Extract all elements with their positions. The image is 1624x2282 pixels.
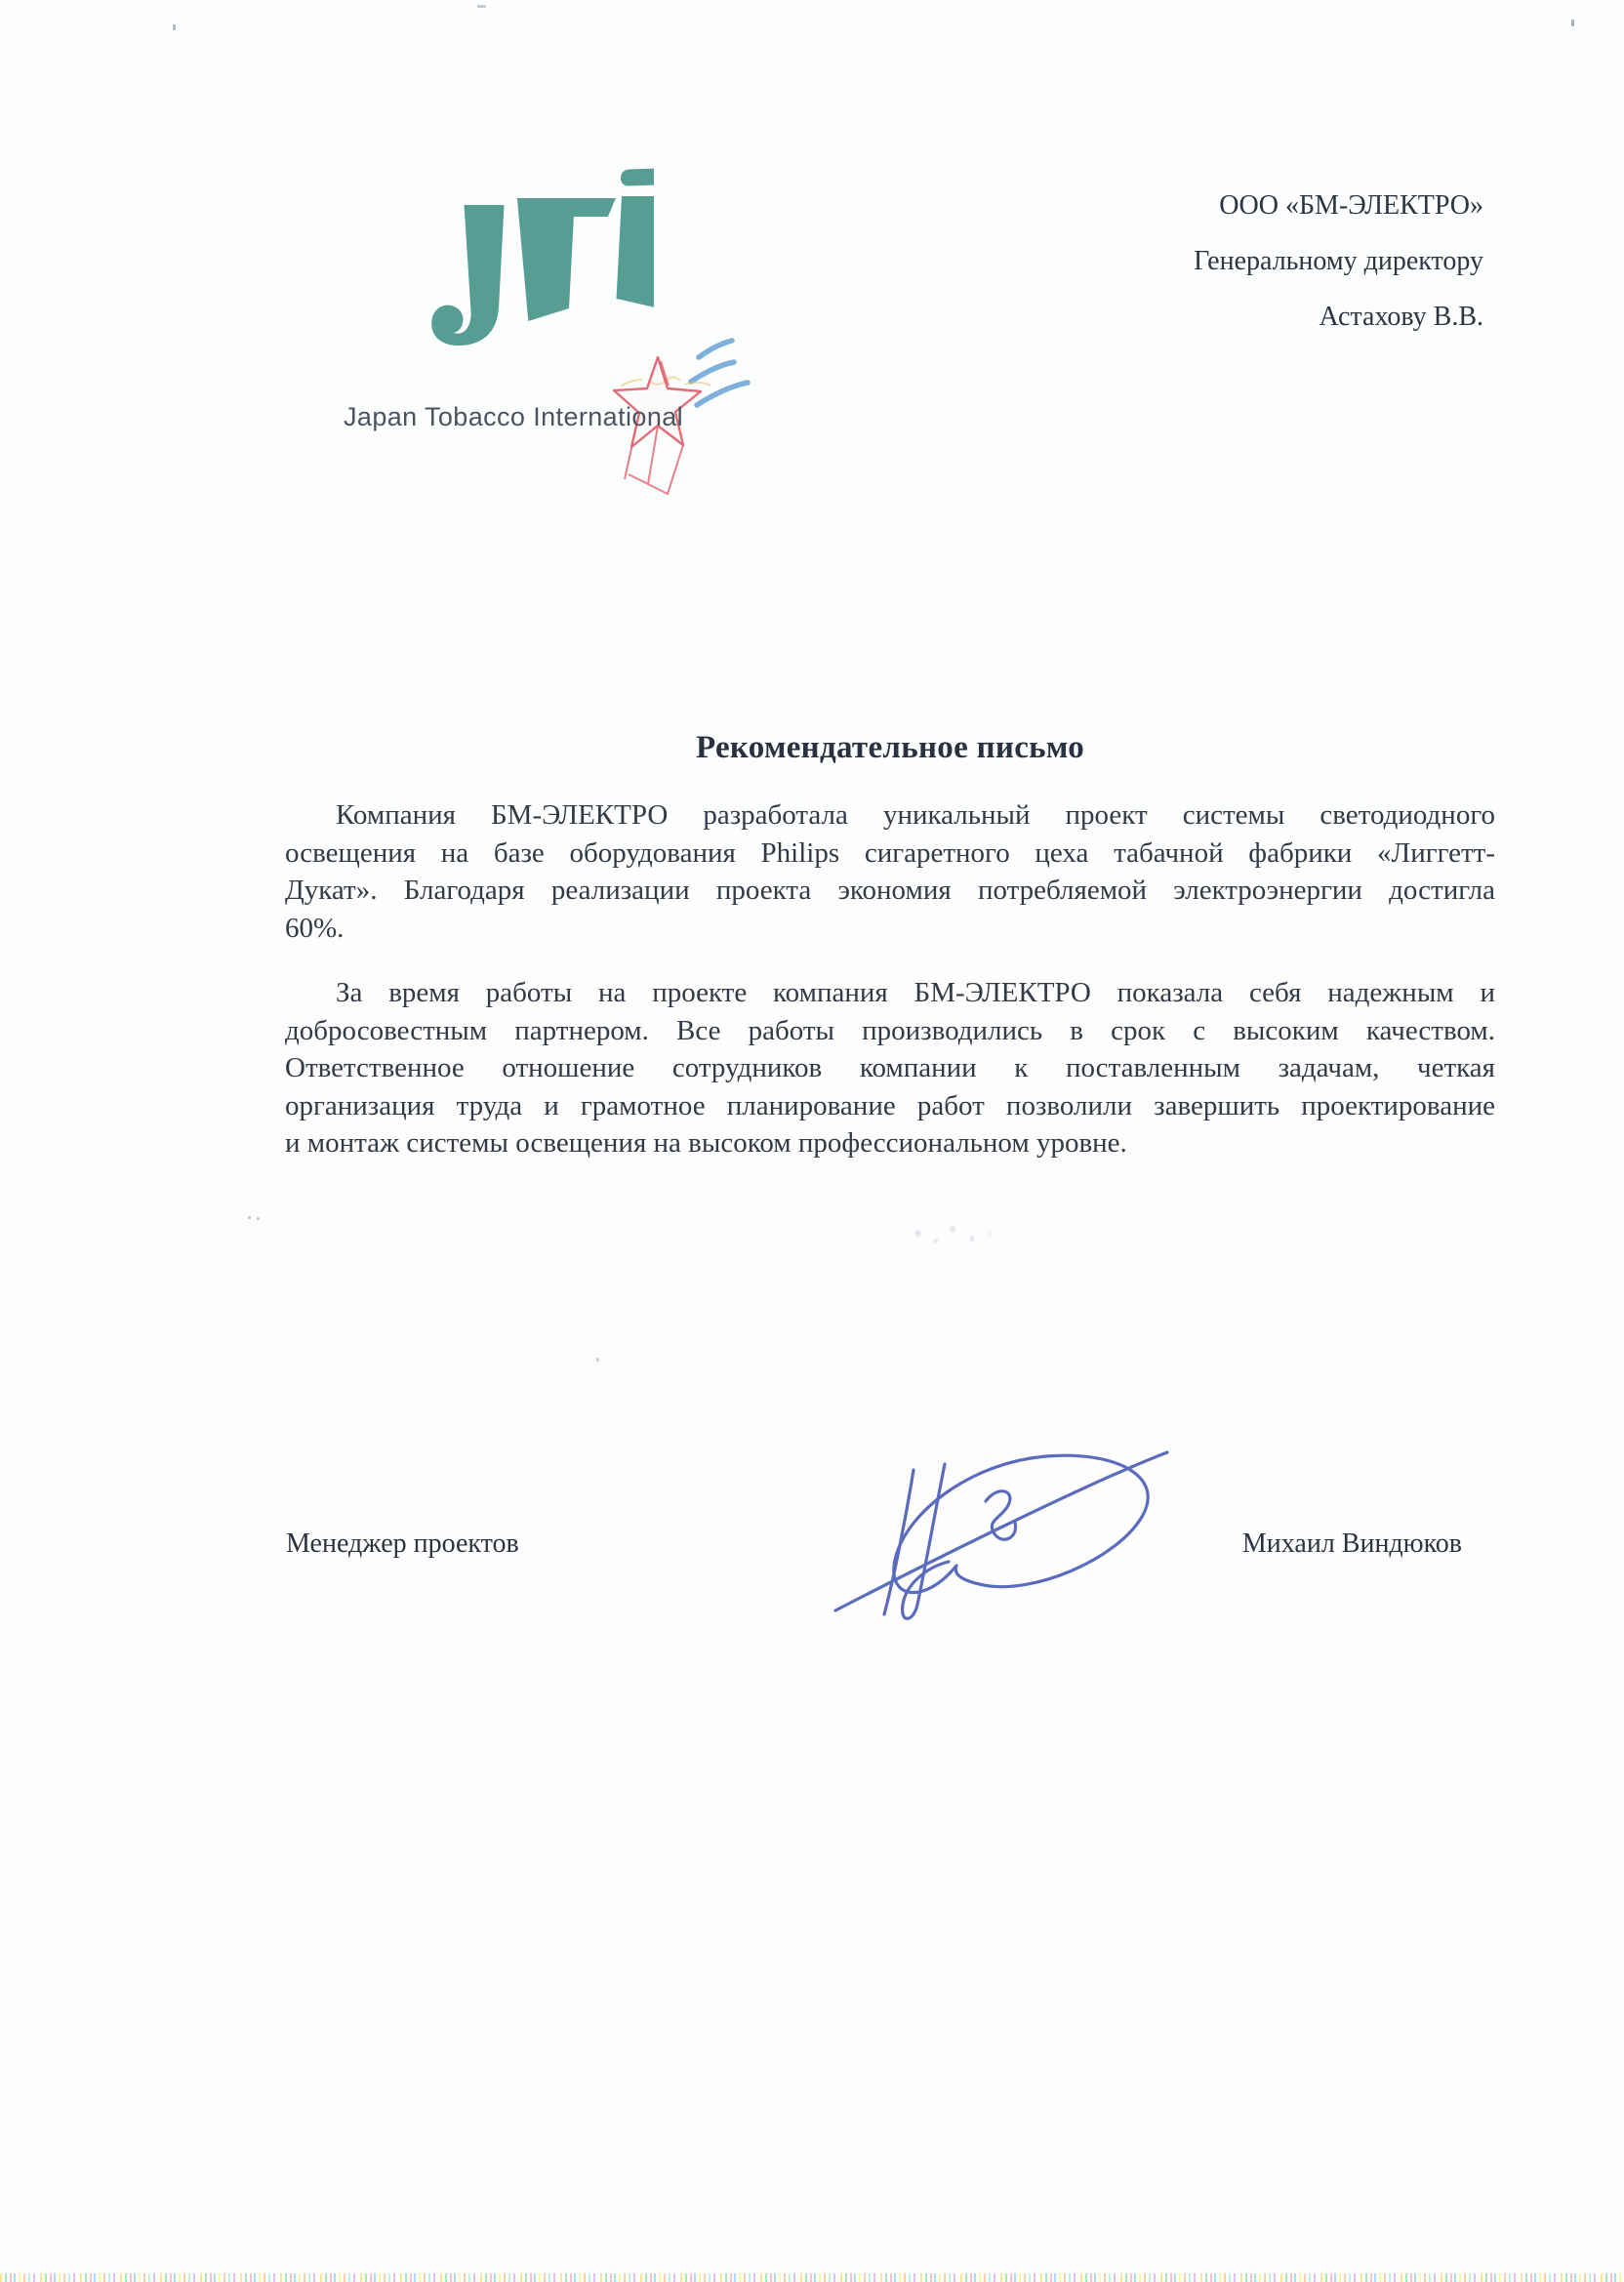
paragraph-1 <box>285 796 1495 947</box>
ink-smudge <box>970 1236 974 1242</box>
p1-line: Компания БМ-ЭЛЕКТРО разработала уникальный проект системы светодиодного <box>336 799 1495 831</box>
scan-speck <box>173 24 176 30</box>
signer-name: Михаил Виндюков <box>1241 1528 1462 1559</box>
p2-line: Ответственное отношение сотрудников компании к поставленным задачам, четкая <box>285 1052 1495 1083</box>
signer-role: Менеджер проектов <box>286 1528 519 1559</box>
ink-smudge <box>951 1226 955 1232</box>
p2-line: организация труда и грамотное планирование работ позволили завершить проектирование <box>285 1089 1495 1121</box>
scan-speck <box>257 1217 260 1220</box>
p2-line: и монтаж системы освещения на высоком профессиональном уровне. <box>285 1127 1127 1159</box>
p1-line: Дукат». Благодаря реализации проекта экономия потребляемой электроэнергии достигла <box>285 875 1495 906</box>
p2-line: добросовестным партнером. Все работы производились в срок с высоким качеством. <box>285 1014 1495 1046</box>
scan-speck <box>596 1358 599 1362</box>
p1-line: 60%. <box>285 912 345 944</box>
letterhead-subtitle: Japan Tobacco International <box>344 402 684 431</box>
scan-speck <box>1571 20 1574 26</box>
recipient-block <box>1194 178 1483 345</box>
handwritten-signature-icon <box>826 1439 1185 1634</box>
p1-line: освещения на базе оборудования Philips сигаретного цеха табачной фабрики «Лиггетт- <box>285 836 1495 869</box>
recipient-company: ООО «БМ-ЭЛЕКТРО» <box>1219 190 1483 221</box>
scan-speck <box>477 5 486 8</box>
paragraph-2 <box>285 974 1495 1162</box>
scanner-noise-strip <box>0 2273 1624 2282</box>
letter-title: Рекомендательное письмо <box>695 730 1085 765</box>
ink-smudge <box>934 1239 938 1243</box>
ink-smudge <box>988 1232 991 1236</box>
recipient-position: Генеральному директору <box>1194 246 1483 276</box>
jti-logo-icon <box>420 159 654 346</box>
recipient-person: Астахову В.В. <box>1319 302 1483 332</box>
ink-smudge <box>915 1230 920 1237</box>
p2-line: За время работы на проекте компания БМ-ЭЛЕКТРО показала себя надежным и <box>336 977 1495 1008</box>
scan-speck <box>248 1216 251 1219</box>
